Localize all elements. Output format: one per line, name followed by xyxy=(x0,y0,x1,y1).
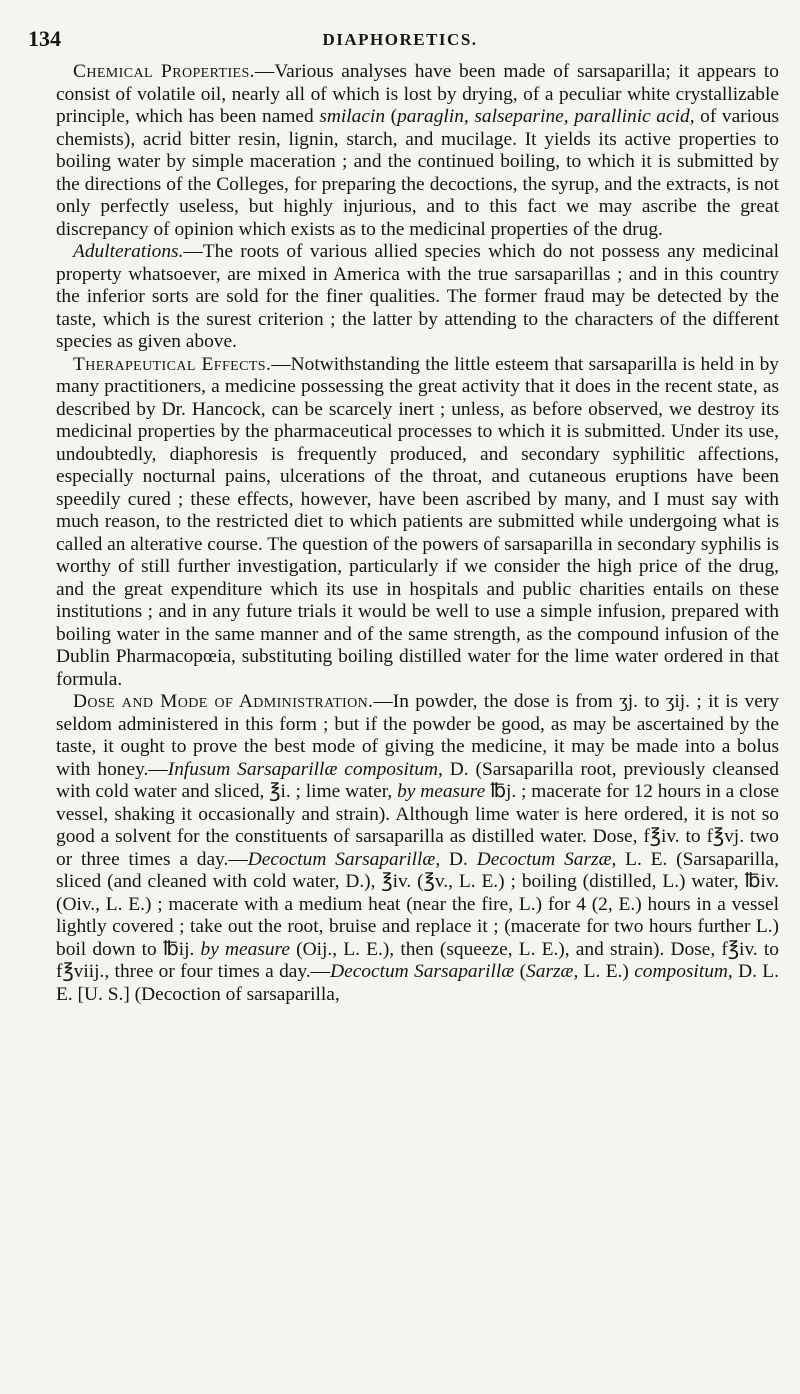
paragraph-dose-and-administration xyxy=(56,691,779,1006)
text-run: —Various analyses have been made of sarsaparilla; it appears to consist of volatile oil, nearly all of which is lost by drying, of a peculiar white crystallizable principle, which has been named xyxy=(56,61,779,127)
text-run: (Oij., L. E.), then (squeeze, L. E.), and strain). Dose, f℥iv. to f℥viij., three or four times a day.— xyxy=(56,938,779,982)
text-run: D. (Sarsaparilla root, previously cleansed with cold water and sliced, ℥i. ; lime water, xyxy=(56,758,779,802)
section-heading: Chemical Properties. xyxy=(73,61,255,82)
italic-text: Decoctum Sarsaparillæ xyxy=(330,961,515,982)
italic-text: paraglin, salseparine, parallinic acid, xyxy=(397,106,695,127)
italic-text: Sarzæ, xyxy=(526,961,579,982)
text-run: L. E.) xyxy=(578,961,635,982)
section-heading: Therapeutical Effects. xyxy=(73,353,272,375)
page-number: 134 xyxy=(28,26,61,51)
running-head xyxy=(28,26,772,52)
text-run: ℔j. ; macerate for 12 hours in a close vessel, shaking it occasionally and strain). Although lime water is here ordered, it is not so good a solvent for the constituents of sarsaparilla as distilled water. Dose, f℥iv. to f℥vj. two or three times a day.— xyxy=(56,781,779,870)
section-heading: Dose and Mode of Administration. xyxy=(73,691,374,712)
italic-text: compositum, xyxy=(634,961,733,982)
text-run: of various chemists), acrid bitter resin, lignin, starch, and mucilage. It yields its active properties to boiling water by simple maceration ; and the continued boiling, to which it is submitted by the directions of the Colleges, for preparing the decoctions, the syrup, and the extracts, is not only perfectly useless, but highly injurious, and to this fact we may ascribe the great discrepancy of opinion which exists as to the medicinal properties of the drug. xyxy=(56,106,779,240)
text-run: —In powder, the dose is from ʒj. to ʒij. ; it is very seldom administered in this form ; but if the powder be good, as may be ascertained by the taste, it ought to prove the best mode of giving the medicine, it may be made into a bolus with honey.— xyxy=(56,691,780,780)
text-run: ( xyxy=(514,961,527,982)
italic-text: by measure xyxy=(200,938,290,960)
text-run: D. L. E. [U. S.] (Decoction of sarsaparilla, xyxy=(56,961,779,1005)
italic-text: Infusum Sarsaparillæ compositum, xyxy=(167,758,443,780)
text-run: —The roots of various allied species which do not possess any medicinal property whatsoever, are mixed in America with the true sarsaparillas ; and in this country the inferior sorts are sold for the finer qualities. The former fraud may be detected by the taste, which is the surest criterion ; the latter by attending to the characters of the different species as given above. xyxy=(56,241,779,352)
text-run: L. E. (Sarsaparilla, sliced (and cleaned with cold water, D.), ℥iv. (℥v., L. E.) ; boiling (distilled, L.) water, ℔iv. (Oiv., L. E.) ; macerate with a medium heat (near the fire, L.) for 4 (2, E.) hours in a vessel lightly covered ; take out the root, bruise and replace it ; (macerate for two hours further L.) boil down to ℔ij. xyxy=(56,848,780,960)
text-run: D. xyxy=(440,848,477,870)
section-title: DIAPHORETICS. xyxy=(322,30,478,49)
text-run: —Notwithstanding the little esteem that sarsaparilla is held in by many practitioners, a medicine possessing the great activity that it does in the recent state, as described by Dr. Hancock, can be scarcely inert ; unless, as before observed, we destroy its medicinal properties by the pharmaceutical processes to which it is submitted. Under its use, undoubtedly, diaphoresis is frequently produced, and secondary syphilitic affections, especially nocturnal pains, ulcerations of the throat, and cutaneous eruptions have been speedily cured ; these effects, however, have been ascribed by many, and I must say with much reason, to the restricted diet to which patients are submitted while undergoing what is called an alterative course. The question of the powers of sarsaparilla in secondary syphilis is worthy of still further investigation, particularly if we consider the high price of the drug, and the great expenditure which its use in hospitals and public charities entails on these institutions ; and in any future trials it would be well to use a simple infusion, prepared with boiling water in the same manner and of the same strength, as the compound infusion of the Dublin Pharmacopœia, substituting boiling distilled water for the lime water ordered in that formula. xyxy=(56,353,779,690)
text-run: ( xyxy=(385,106,398,127)
italic-text: Adulterations. xyxy=(73,241,184,262)
italic-text: by measure xyxy=(397,781,486,802)
italic-text: Decoctum Sarsaparillæ, xyxy=(247,848,441,870)
body-text xyxy=(56,61,779,1006)
paragraph-therapeutical-effects xyxy=(56,354,779,692)
paragraph-chemical-properties xyxy=(56,61,779,241)
italic-text: Decoctum Sarzæ, xyxy=(476,848,617,870)
paragraph-adulterations xyxy=(56,241,779,354)
italic-text: smilacin xyxy=(319,106,386,127)
